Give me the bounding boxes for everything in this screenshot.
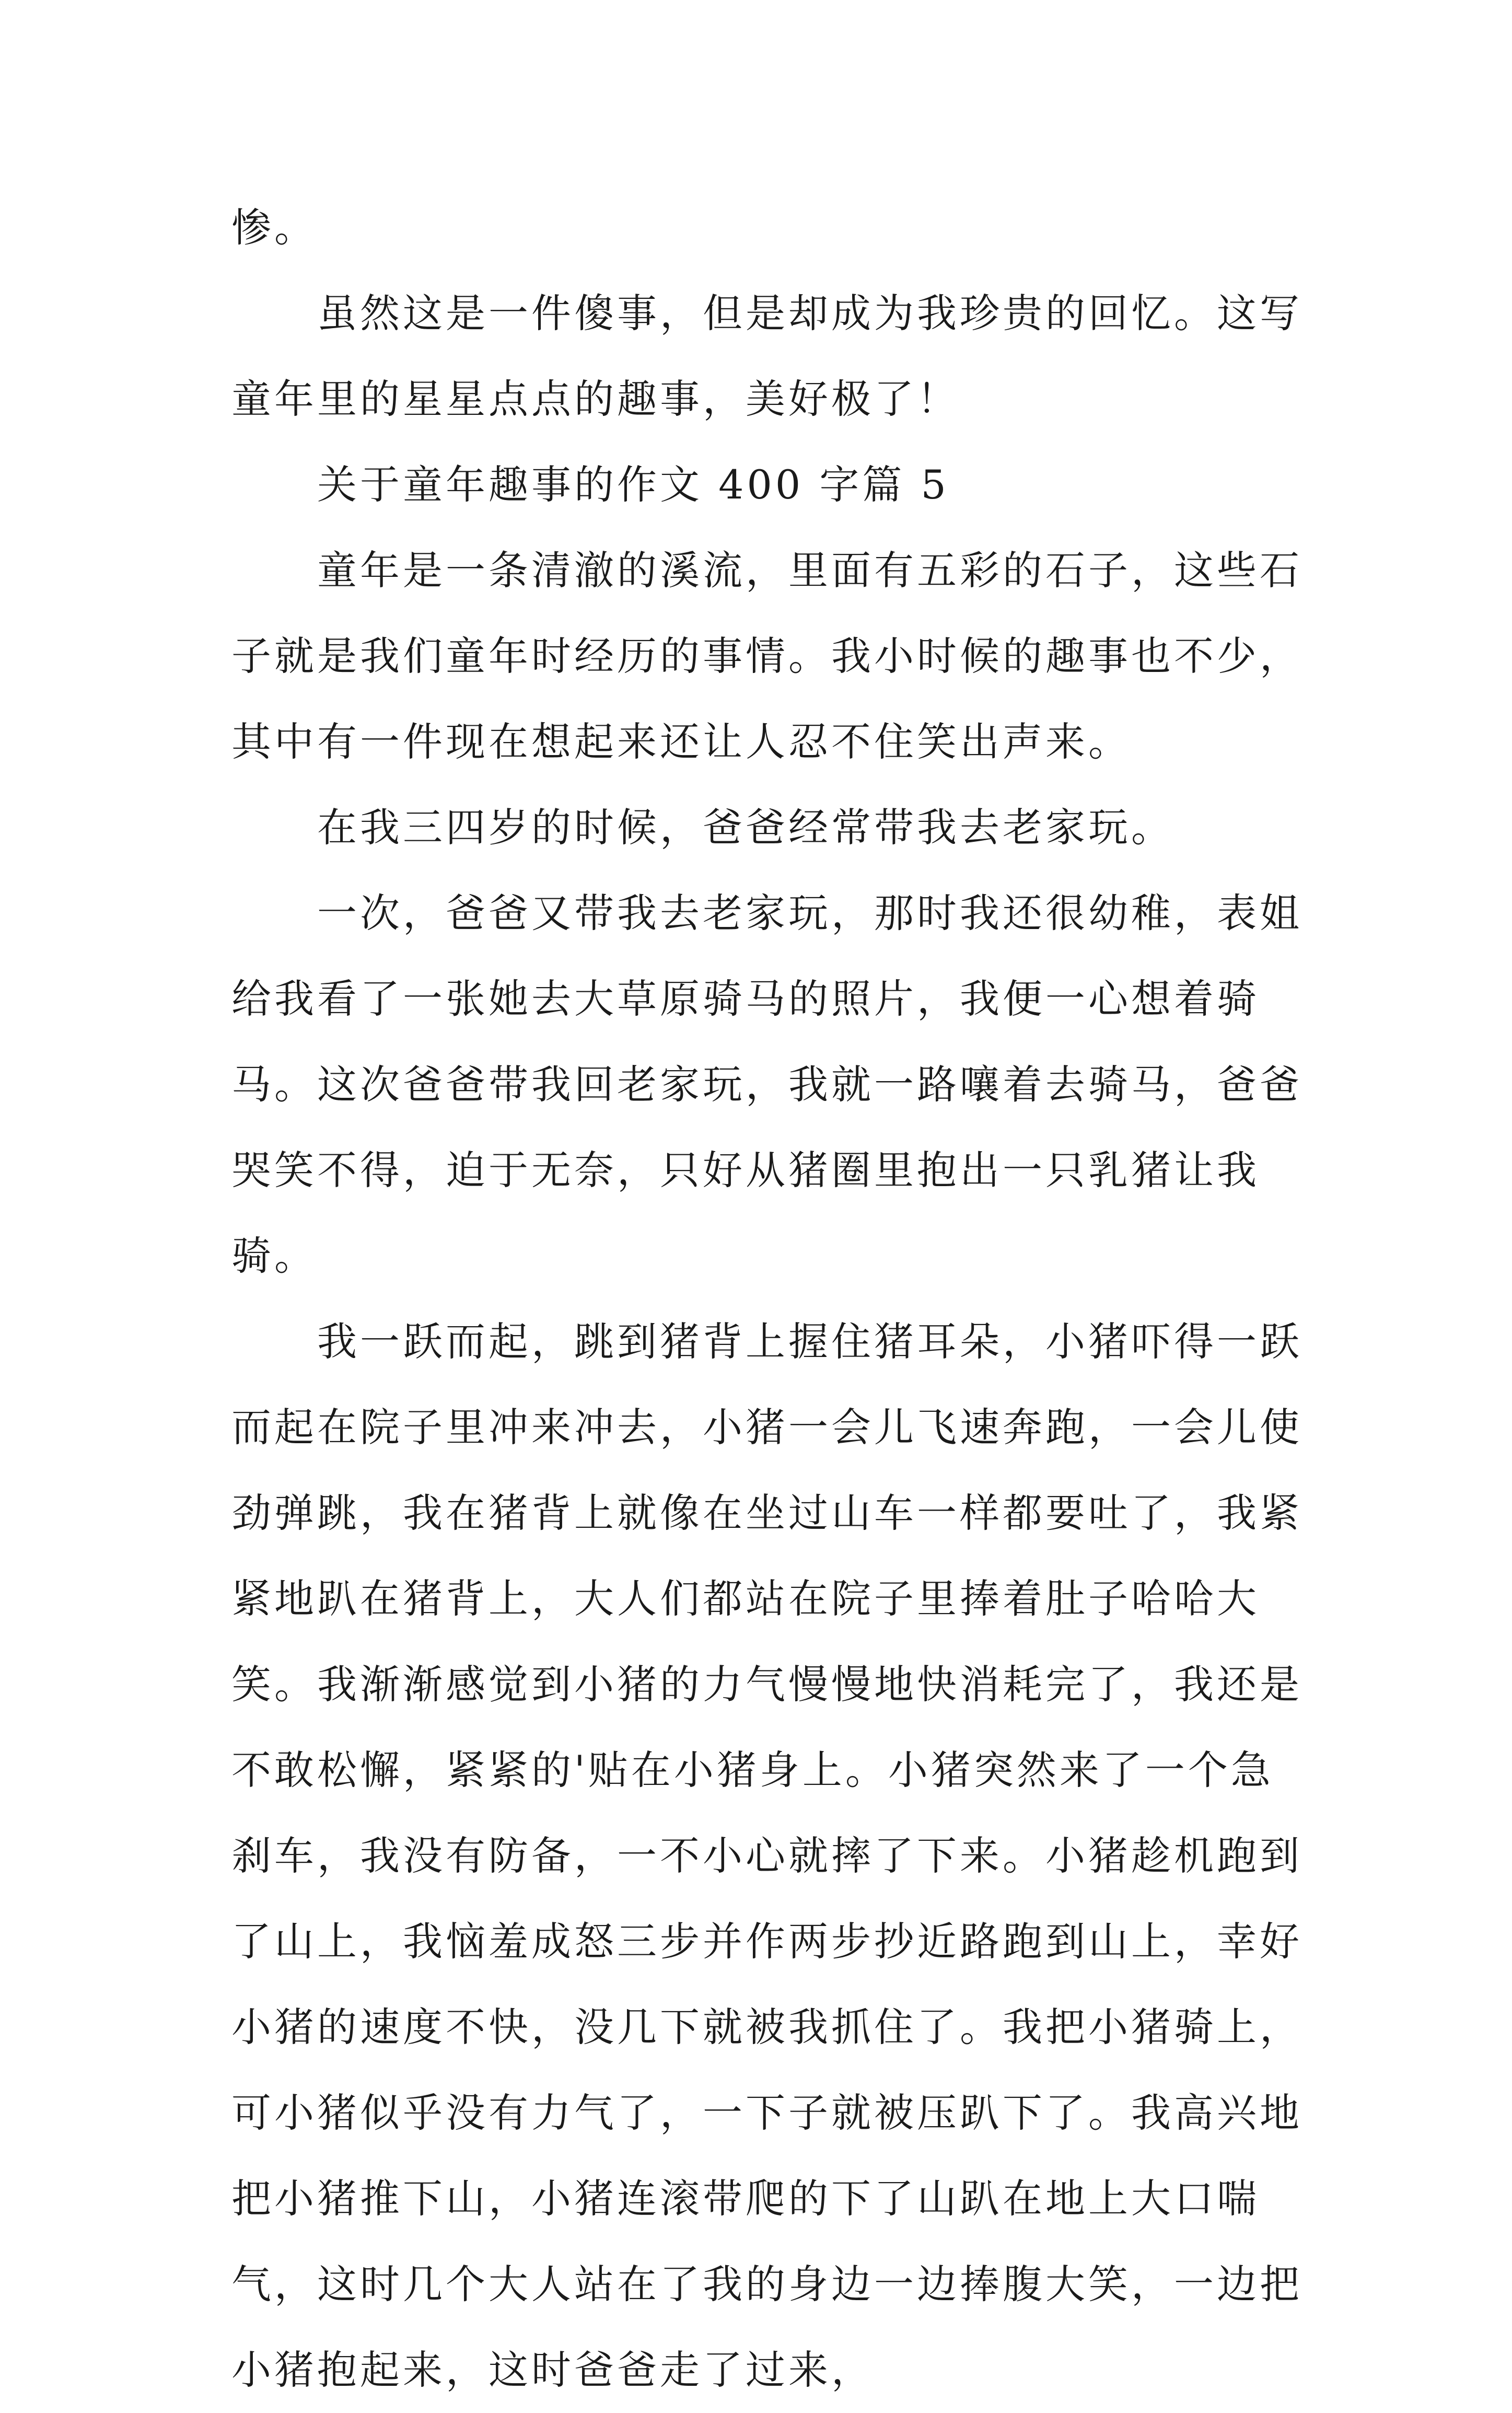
paragraph-intro: 童年是一条清澈的溪流，里面有五彩的石子，这些石子就是我们童年时经历的事情。我小时候的趣事也不少，其中有一件现在想起来还让人忍不住笑出声来。: [231, 547, 1302, 765]
paragraph-conclusion: 虽然这是一件傻事，但是却成为我珍贵的回忆。这写童年里的星星点点的趣事，美好极了！: [231, 290, 1302, 422]
paragraph: 我一跃而起，跳到猪背上握住猪耳朵，小猪吓得一跃而起在院子里冲来冲去，小猪一会儿飞速奔跑，一会儿使劲弹跳，我在猪背上就像在坐过山车一样都要吐了，我紧紧地趴在猪背上，大人们都站在院子里捧着肚子哈哈大笑。我渐渐感觉到小猪的力气慢慢地快消耗完了，我还是不敢松懈，紧紧的'贴在小猪身上。小猪突然来了一个急刹车，我没有防备，一不小心就摔了下来。小猪趁机跑到了山上，我恼羞成怒三步并作两步抄近路跑到山上，幸好小猪的速度不快，没几下就被我抓住了。我把小猪骑上，可小猪似乎没有力气了，一下子就被压趴下了。我高兴地把小猪推下山，小猪连滚带爬的下了山趴在地上大口喘气，这时几个大人站在了我的身边一边捧腹大笑，一边把小猪抱起来，这时爸爸走了过来，: [231, 1318, 1302, 2393]
paragraph: 一次，爸爸又带我去老家玩，那时我还很幼稚，表姐给我看了一张她去大草原骑马的照片，我便一心想着骑马。这次爸爸带我回老家玩，我就一路嚷着去骑马，爸爸哭笑不得，迫于无奈，只好从猪圈里抱出一只乳猪让我骑。: [231, 890, 1302, 1279]
document-body: [231, 185, 1308, 2413]
section-heading: 关于童年趣事的作文 400 字篇 5: [317, 461, 949, 508]
paragraph: 在我三四岁的时候，爸爸经常带我去老家玩。: [317, 804, 1174, 851]
paragraph-continuation: 惨。: [231, 204, 317, 251]
